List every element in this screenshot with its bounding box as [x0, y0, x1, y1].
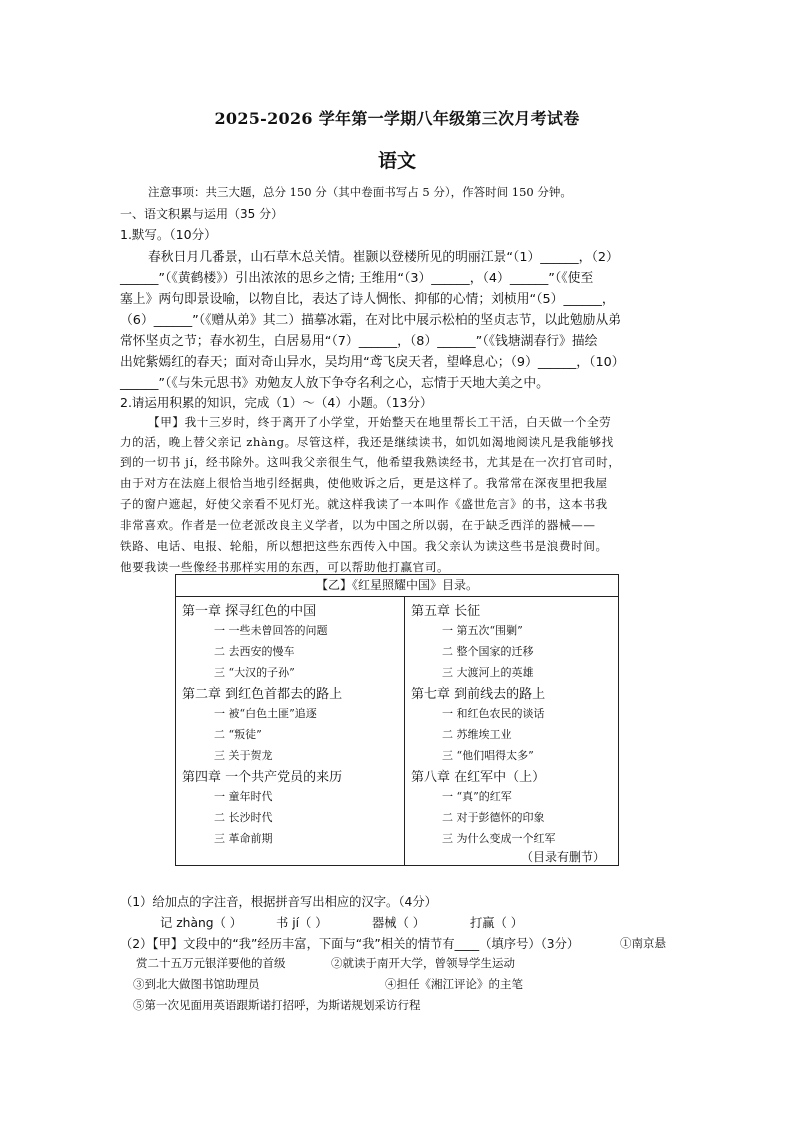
chapter-item: 一 和红色农民的谈话 [442, 707, 545, 720]
chapter-item: 二 整个国家的迁移 [442, 645, 534, 658]
chapter-item: 一 被“白色土匪”追逐 [214, 707, 317, 720]
passage-jia-line: 他要我读一些像经书那样实用的东西，可以帮助他打赢官司。 [120, 560, 450, 574]
table-note: （目录有删节） [521, 850, 606, 864]
option-1: ①南京悬 [620, 936, 666, 950]
chapter-title: 第七章 到前线去的路上 [411, 687, 546, 702]
q1-line: （6）______”（《赠从弟》其二）描摹冰霜，在对比中展示松柏的坚贞志节，以此勉励从弟 [120, 313, 622, 328]
q1-line: 常怀坚贞之节；春水初生，白居易用“（7）______，（8）______”（《钱塘湖春行》描绘 [120, 334, 598, 349]
subquestion-1: （1）给加点的字注音，根据拼音写出相应的汉字。（4分） [120, 895, 437, 909]
q1-line: 塞上》两句即景设喻，以物自比，表达了诗人惆怅、抑郁的心情；刘桢用“（5）______， [120, 292, 615, 307]
passage-jia-line: 非常喜欢。作者是一位老派改良主义学者，以为中国之所以弱，在于缺乏西洋的器械—— [120, 518, 596, 532]
question-2-title: 2.请运用积累的知识，完成（1）～（4）小题。（13分） [120, 395, 433, 410]
exam-notice: 注意事项：共三大题，总分 150 分（其中卷面书写占 5 分），作答时间 150 分钟。 [148, 185, 572, 199]
chapter-item: 三 大渡河上的英雄 [442, 666, 534, 679]
table-divider [404, 596, 405, 865]
passage-jia-line: 到的一切书 jí，经书除外。这叫我父亲很生气，他希望我熟读经书，尤其是在一次打官司时， [120, 455, 621, 469]
question-1-title: 1.默写。（10分） [120, 227, 217, 242]
option-4: ④担任《湘江评论》的主笔 [385, 977, 523, 991]
subject-title: 语文 [377, 150, 416, 172]
chapter-item: 二 长沙时代 [214, 811, 273, 824]
chapter-item: 三 关于贺龙 [214, 749, 273, 762]
chapter-title: 第四章 一个共产党员的来历 [182, 770, 343, 785]
chapter-item: 一 第五次“围剿” [442, 624, 523, 637]
chapter-title: 第一章 探寻红色的中国 [182, 604, 317, 619]
contents-table-header: 【乙】《红星照耀中国》目录。 [176, 575, 618, 597]
chapter-item: 二 “叛徒” [214, 728, 262, 741]
contents-table [175, 574, 619, 866]
chapter-item: 二 对于彭德怀的印象 [442, 811, 545, 824]
pinyin-item: 书 jí（ ） [276, 916, 328, 930]
section-heading: 一、语文积累与运用（35 分） [120, 207, 284, 221]
option-2: ②就读于南开大学，曾领导学生运动 [331, 956, 515, 970]
pinyin-item: 器械（ ） [372, 916, 426, 930]
chapter-title: 第二章 到红色首都去的路上 [182, 687, 343, 702]
option-1-cont: 赏二十五万元银洋要他的首级 [136, 956, 286, 970]
chapter-item: 一 一些未曾回答的问题 [214, 624, 328, 637]
chapter-item: 三 革命前期 [214, 832, 273, 845]
chapter-item: 三 “大汉的子孙” [214, 666, 295, 679]
chapter-item: 一 “真”的红军 [442, 790, 512, 803]
q1-line: 春秋日月几番景，山石草木总关情。崔颢以登楼所见的明丽江景“（1）______，（2） [148, 250, 619, 265]
passage-jia-line: 【甲】我十三岁时，终于离开了小学堂，开始整天在地里帮长工干活，白天做一个全劳 [148, 415, 612, 429]
chapter-title: 第八章 在红军中（上） [411, 770, 546, 785]
chapter-item: 三 为什么变成一个红军 [442, 832, 556, 845]
chapter-item: 二 去西安的慢车 [214, 645, 295, 658]
q1-line: ______”（《黄鹤楼》）引出浓浓的思乡之情; 王维用“（3）______，（4）______”（《使至 [120, 271, 594, 286]
option-3: ③到北大做图书馆助理员 [133, 977, 260, 991]
chapter-item: 一 童年时代 [214, 790, 273, 803]
passage-jia-line: 由于对方在法庭上很恰当地引经据典，使他败诉之后，更是这样了。我常常在深夜里把我屋 [120, 476, 608, 490]
passage-jia-line: 子的窗户遮起，好使父亲看不见灯光。就这样我读了一本叫作《盛世危言》的书，这本书我 [120, 497, 608, 511]
chapter-title: 第五章 长征 [411, 604, 481, 619]
chapter-item: 二 苏维埃工业 [442, 728, 512, 741]
subquestion-2: （2）【甲】文段中的“我”经历丰富，下面与“我”相关的情节有____（填序号）（3分） [120, 937, 580, 951]
passage-jia-line: 铁路、电话、电报、轮船，所以想把这些东西传入中国。我父亲认为读这些书是浪费时间。 [120, 539, 608, 553]
passage-jia-line: 力的活，晚上替父亲记 zhàng。尽管这样，我还是继续读书，如饥如渴地阅读凡是我能够找 [120, 435, 614, 449]
pinyin-item: 打赢（ ） [470, 916, 524, 930]
chapter-item: 三 “他们唱得太多” [442, 749, 534, 762]
exam-title: 2025-2026 学年第一学期八年级第三次月考试卷 [214, 109, 580, 128]
pinyin-item: 记 zhàng（ ） [160, 916, 243, 930]
q1-line: ______”（《与朱元思书》劝勉友人放下争夺名利之心，忘情于天地大美之中。 [120, 376, 549, 391]
q1-line: 出姹紫嫣红的春天；面对奇山异水，吴均用“鸢飞戾天者，望峰息心；（9）______，（10） [120, 355, 625, 370]
option-5: ⑤第一次见面用英语跟斯诺打招呼，为斯诺规划采访行程 [133, 998, 421, 1012]
